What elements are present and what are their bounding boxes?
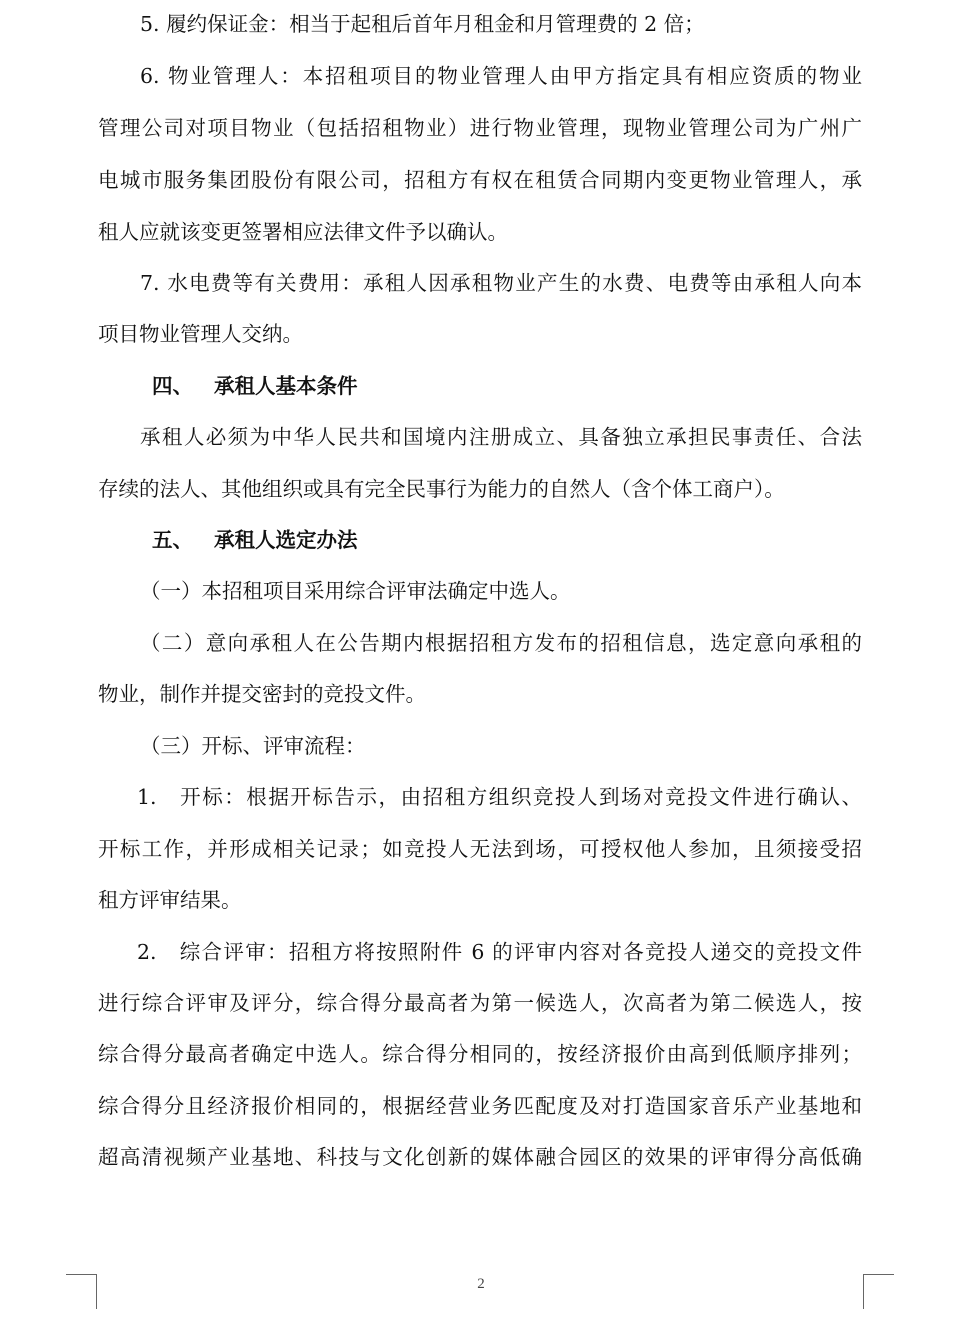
paragraph-line: 综合得分且经济报价相同的，根据经营业务匹配度及对打造国家音乐产业基地和: [98, 1094, 862, 1118]
section-heading: 承租人基本条件: [214, 374, 358, 398]
paragraph-line: 1. 开标：根据开标告示，由招租方组织竞投人到场对竞投文件进行确认、: [137, 785, 862, 809]
paragraph-line: 存续的法人、其他组织或具有完全民事行为能力的自然人（含个体工商户）。: [98, 477, 785, 501]
paragraph-line: 项目物业管理人交纳。: [98, 322, 303, 346]
paragraph-line: 2. 综合评审：招租方将按照附件 6 的评审内容对各竞投人递交的竞投文件: [137, 940, 862, 964]
section-heading: 承租人选定办法: [214, 528, 358, 552]
paragraph-line: （一）本招租项目采用综合评审法确定中选人。: [140, 579, 571, 603]
paragraph-line: 综合得分最高者确定中选人。综合得分相同的，按经济报价由高到低顺序排列；: [98, 1042, 862, 1066]
paragraph-line: 6. 物业管理人：本招租项目的物业管理人由甲方指定具有相应资质的物业: [140, 64, 862, 88]
paragraph-line: 电城市服务集团股份有限公司，招租方有权在租赁合同期内变更物业管理人，承: [98, 168, 862, 192]
paragraph-line: 管理公司对项目物业（包括招租物业）进行物业管理，现物业管理公司为广州广: [98, 116, 862, 140]
paragraph-line: 超高清视频产业基地、科技与文化创新的媒体融合园区的效果的评审得分高低确: [98, 1145, 862, 1169]
section-number: 五、: [152, 528, 193, 552]
section-number: 四、: [152, 374, 193, 398]
paragraph-line: （三）开标、评审流程：: [140, 734, 366, 758]
paragraph-line: （二）意向承租人在公告期内根据招租方发布的招租信息，选定意向承租的: [140, 631, 862, 655]
page-number: 2: [477, 1276, 485, 1292]
paragraph-line: 进行综合评审及评分，综合得分最高者为第一候选人，次高者为第二候选人，按: [98, 991, 862, 1015]
paragraph-line: 租人应就该变更签署相应法律文件予以确认。: [98, 220, 508, 244]
paragraph-line: 7. 水电费等有关费用：承租人因承租物业产生的水费、电费等由承租人向本: [140, 271, 862, 295]
paragraph-line: 开标工作，并形成相关记录；如竞投人无法到场，可授权他人参加，且须接受招: [98, 837, 862, 861]
paragraph-line: 物业，制作并提交密封的竞投文件。: [98, 682, 426, 706]
paragraph-line: 承租人必须为中华人民共和国境内注册成立、具备独立承担民事责任、合法: [140, 425, 862, 449]
paragraph-line: 5. 履约保证金：相当于起租后首年月租金和月管理费的 2 倍；: [140, 12, 705, 36]
paragraph-line: 租方评审结果。: [98, 888, 242, 912]
